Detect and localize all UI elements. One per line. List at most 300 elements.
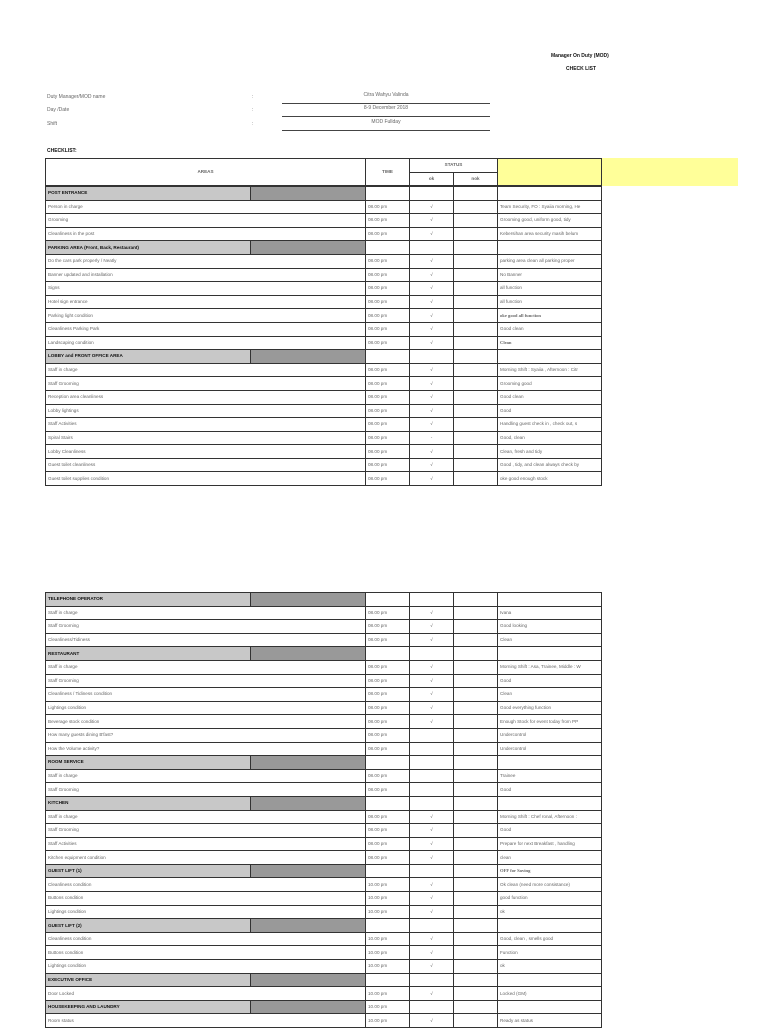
area-cell: Landscaping condition — [46, 336, 366, 350]
area-cell: Grooming — [46, 214, 366, 228]
table-row — [46, 960, 602, 974]
section-row — [46, 864, 602, 878]
time-cell: 08.00 pm — [366, 660, 410, 674]
remark-cell: Locked (GM) — [498, 987, 602, 1001]
table-row — [46, 322, 602, 336]
nok-cell — [454, 187, 498, 201]
time-cell: 08.00 pm — [366, 851, 410, 865]
nok-cell — [454, 620, 498, 634]
nok-cell — [454, 1014, 498, 1028]
remark-cell: ok — [498, 960, 602, 974]
area-cell: Room status — [46, 1014, 366, 1028]
remark-cell: Grooming good, uniform good, tidy — [498, 214, 602, 228]
time-cell: 08.00 pm — [366, 363, 410, 377]
remark-cell: clean — [498, 851, 602, 865]
time-header: TIME — [366, 159, 410, 186]
area-cell: Guest toilet cleanliness — [46, 458, 366, 472]
nok-cell — [454, 946, 498, 960]
remark-cell: Good — [498, 404, 602, 418]
area-cell: Cleanliness/Tidiness — [46, 633, 366, 647]
area-cell: Staff Grooming — [46, 824, 366, 838]
remark-cell: Clean — [498, 336, 602, 350]
ok-cell: √ — [410, 254, 454, 268]
section-row — [46, 1000, 602, 1014]
table-row — [46, 660, 602, 674]
area-cell: Parking light condition — [46, 309, 366, 323]
time-cell: 08.00 pm — [366, 824, 410, 838]
time-cell: 08.00 pm — [366, 810, 410, 824]
time-cell: 08.00 pm — [366, 214, 410, 228]
nok-cell — [454, 214, 498, 228]
table-row — [46, 282, 602, 296]
ok-cell — [410, 742, 454, 756]
table-row — [46, 227, 602, 241]
remark-cell: Good looking — [498, 620, 602, 634]
ok-cell — [410, 187, 454, 201]
ok-cell — [410, 350, 454, 364]
nok-cell — [454, 987, 498, 1001]
ok-cell: √ — [410, 620, 454, 634]
table-row — [46, 878, 602, 892]
time-cell: 08.00 pm — [366, 769, 410, 783]
ok-cell: √ — [410, 688, 454, 702]
table-row — [46, 418, 602, 432]
area-cell: Door Locked — [46, 987, 366, 1001]
ok-cell: √ — [410, 268, 454, 282]
section-grey-block — [251, 241, 366, 255]
nok-cell — [454, 892, 498, 906]
remark-cell: Morning Shift : Syaiia , Afternoon : Citr — [498, 363, 602, 377]
table-row — [46, 715, 602, 729]
remark-cell: Good clean — [498, 390, 602, 404]
nok-cell — [454, 973, 498, 987]
time-cell: 08.00 pm — [366, 404, 410, 418]
ok-cell: √ — [410, 987, 454, 1001]
date-value: 8-9 December 2018 — [282, 105, 490, 117]
area-cell: Staff Grooming — [46, 674, 366, 688]
nok-cell — [454, 864, 498, 878]
remark-cell: Prepare for next Breakfast , handling — [498, 837, 602, 851]
ok-cell: √ — [410, 946, 454, 960]
ok-cell: - — [410, 431, 454, 445]
remark-cell: Ready as status — [498, 1014, 602, 1028]
table-row — [46, 633, 602, 647]
remark-cell: Clean — [498, 633, 602, 647]
nok-cell — [454, 309, 498, 323]
section-grey-block — [251, 919, 366, 933]
table-row — [46, 295, 602, 309]
ok-cell — [410, 241, 454, 255]
time-cell: 08.00 pm — [366, 254, 410, 268]
ok-cell: √ — [410, 472, 454, 486]
area-cell: Signs — [46, 282, 366, 296]
area-cell: Lightings condition — [46, 905, 366, 919]
time-cell: 10.00 pm — [366, 932, 410, 946]
section-row — [46, 241, 602, 255]
remark-cell: Kebersihan area security masih belum — [498, 227, 602, 241]
area-cell: Cleanliness / Tidiness condition — [46, 688, 366, 702]
area-cell: Lightings condition — [46, 960, 366, 974]
time-cell: 08.00 pm — [366, 309, 410, 323]
time-cell: 10.00 pm — [366, 1000, 410, 1014]
time-cell: 10.00 pm — [366, 905, 410, 919]
time-cell: 08.00 pm — [366, 837, 410, 851]
nok-cell — [454, 593, 498, 607]
time-cell: 10.00 pm — [366, 892, 410, 906]
area-cell: Lobby Cleanliness — [46, 445, 366, 459]
ok-cell: √ — [410, 905, 454, 919]
area-cell: Buttons condition — [46, 946, 366, 960]
ok-cell: √ — [410, 458, 454, 472]
time-cell — [366, 593, 410, 607]
nok-cell — [454, 200, 498, 214]
section-title: EXECUTIVE OFFICE — [46, 973, 251, 987]
remark-cell: Undercontrol — [498, 728, 602, 742]
remark-cell: Clean — [498, 688, 602, 702]
time-cell — [366, 756, 410, 770]
table-row — [46, 892, 602, 906]
area-cell: Staff Grooming — [46, 620, 366, 634]
remark-cell — [498, 973, 602, 987]
remark-cell: Good — [498, 674, 602, 688]
colon: : — [252, 107, 254, 113]
table-row — [46, 377, 602, 391]
table-row — [46, 824, 602, 838]
remark-cell: Trainee — [498, 769, 602, 783]
section-row — [46, 187, 602, 201]
remark-cell — [498, 796, 602, 810]
time-cell: 08.00 pm — [366, 445, 410, 459]
ok-cell — [410, 783, 454, 797]
nok-cell — [454, 796, 498, 810]
table-row — [46, 390, 602, 404]
ok-cell: √ — [410, 633, 454, 647]
time-cell: 08.00 pm — [366, 227, 410, 241]
table-row — [46, 946, 602, 960]
nok-cell — [454, 363, 498, 377]
remark-cell — [498, 647, 602, 661]
nok-cell — [454, 783, 498, 797]
remark-cell — [498, 241, 602, 255]
shift-label: Shift — [47, 121, 58, 127]
time-cell — [366, 350, 410, 364]
time-cell: 08.00 pm — [366, 268, 410, 282]
remark-cell: oke good all function — [498, 309, 602, 323]
remark-cell: all function — [498, 282, 602, 296]
remark-cell — [498, 350, 602, 364]
remark-cell: Good — [498, 783, 602, 797]
nok-header: nok — [454, 172, 498, 186]
area-cell: Beverage stock condition — [46, 715, 366, 729]
remark-cell: Good, clean , smells good — [498, 932, 602, 946]
table-row — [46, 851, 602, 865]
table-row — [46, 431, 602, 445]
time-cell: 08.00 pm — [366, 458, 410, 472]
area-cell: How the Volume activity? — [46, 742, 366, 756]
ok-cell: √ — [410, 390, 454, 404]
section-title: KITCHEN — [46, 796, 251, 810]
ok-cell — [410, 796, 454, 810]
area-cell: Reception area cleanliness — [46, 390, 366, 404]
nok-cell — [454, 1000, 498, 1014]
ok-cell — [410, 647, 454, 661]
nok-cell — [454, 851, 498, 865]
ok-cell: √ — [410, 418, 454, 432]
table-row — [46, 606, 602, 620]
nok-cell — [454, 282, 498, 296]
area-cell: Guest toilet supplies condition — [46, 472, 366, 486]
nok-cell — [454, 824, 498, 838]
remark-cell: Good — [498, 824, 602, 838]
nok-cell — [454, 742, 498, 756]
area-cell: Kitchen equipment condition — [46, 851, 366, 865]
page-title: Manager On Duty (MOD) — [551, 53, 609, 59]
section-grey-block — [251, 864, 366, 878]
ok-cell: √ — [410, 824, 454, 838]
checklist-table-2 — [45, 592, 602, 1028]
table-row — [46, 810, 602, 824]
nok-cell — [454, 404, 498, 418]
table-row — [46, 905, 602, 919]
table-row — [46, 472, 602, 486]
nok-cell — [454, 606, 498, 620]
time-cell: 08.00 pm — [366, 742, 410, 756]
time-cell: 08.00 pm — [366, 728, 410, 742]
ok-cell: √ — [410, 674, 454, 688]
nok-cell — [454, 932, 498, 946]
time-cell: 08.00 pm — [366, 322, 410, 336]
time-cell: 08.00 pm — [366, 688, 410, 702]
time-cell: 10.00 pm — [366, 987, 410, 1001]
remark-cell — [498, 919, 602, 933]
ok-cell: √ — [410, 445, 454, 459]
time-cell: 08.00 pm — [366, 431, 410, 445]
nok-cell — [454, 688, 498, 702]
table-row — [46, 200, 602, 214]
checklist-table-1 — [45, 186, 602, 486]
area-cell: Cleanliness Parking Park — [46, 322, 366, 336]
nok-cell — [454, 769, 498, 783]
remark-cell: Grooming good — [498, 377, 602, 391]
ok-header: ok — [410, 172, 454, 186]
nok-cell — [454, 322, 498, 336]
area-cell: Staff in charge — [46, 606, 366, 620]
time-cell: 08.00 pm — [366, 200, 410, 214]
time-cell: 08.00 pm — [366, 282, 410, 296]
ok-cell: √ — [410, 336, 454, 350]
area-cell: Hotel sign entrance — [46, 295, 366, 309]
ok-cell: √ — [410, 322, 454, 336]
table-row — [46, 336, 602, 350]
nok-cell — [454, 674, 498, 688]
table-row — [46, 742, 602, 756]
ok-cell — [410, 864, 454, 878]
time-cell: 08.00 pm — [366, 390, 410, 404]
time-cell — [366, 973, 410, 987]
section-row — [46, 756, 602, 770]
remark-cell: Good everything function — [498, 701, 602, 715]
time-cell: 08.00 pm — [366, 377, 410, 391]
section-title: GUEST LIFT (1) — [46, 864, 251, 878]
ok-cell: √ — [410, 227, 454, 241]
table-row — [46, 837, 602, 851]
ok-cell: √ — [410, 200, 454, 214]
section-grey-block — [251, 796, 366, 810]
table-row — [46, 769, 602, 783]
section-title: RESTAURANT — [46, 647, 251, 661]
area-cell: Staff in charge — [46, 660, 366, 674]
ok-cell — [410, 593, 454, 607]
section-row — [46, 593, 602, 607]
status-header: STATUS — [410, 159, 498, 173]
table-row — [46, 309, 602, 323]
table-row — [46, 932, 602, 946]
nok-cell — [454, 472, 498, 486]
table-row — [46, 620, 602, 634]
nok-cell — [454, 756, 498, 770]
ok-cell: √ — [410, 701, 454, 715]
section-grey-block — [251, 593, 366, 607]
table-row — [46, 404, 602, 418]
area-cell: Lobby lightings — [46, 404, 366, 418]
section-grey-block — [251, 647, 366, 661]
remark-cell: oke good enough stock — [498, 472, 602, 486]
remark-cell: parking area clean all parking proper — [498, 254, 602, 268]
remark-cell: good function — [498, 892, 602, 906]
ok-cell — [410, 919, 454, 933]
remark-cell: Undercontrol — [498, 742, 602, 756]
area-cell: Do the cars park properly / Neatly — [46, 254, 366, 268]
remark-cell: Clean, fresh and tidy — [498, 445, 602, 459]
area-cell: Staff Activities — [46, 418, 366, 432]
ok-cell — [410, 1000, 454, 1014]
time-cell: 08.00 pm — [366, 472, 410, 486]
nok-cell — [454, 878, 498, 892]
page-subtitle: CHECK LIST — [566, 66, 596, 72]
nok-cell — [454, 390, 498, 404]
time-cell — [366, 647, 410, 661]
table-row — [46, 254, 602, 268]
nok-cell — [454, 336, 498, 350]
area-cell: Buttons condition — [46, 892, 366, 906]
remark-cell: Team Security, FO : Syaiia morning, He — [498, 200, 602, 214]
table-row — [46, 674, 602, 688]
nok-cell — [454, 268, 498, 282]
area-cell: Cleanliness condition — [46, 878, 366, 892]
area-cell: Person in charge — [46, 200, 366, 214]
ok-cell: √ — [410, 960, 454, 974]
time-cell: 08.00 pm — [366, 418, 410, 432]
time-cell: 08.00 pm — [366, 674, 410, 688]
area-cell: Lightings condition — [46, 701, 366, 715]
remark-cell: Function — [498, 946, 602, 960]
remark-cell: Ok clean (need more consistance) — [498, 878, 602, 892]
nok-cell — [454, 254, 498, 268]
nok-cell — [454, 647, 498, 661]
section-title: HOUSEKEEPING AND LAUNDRY — [46, 1000, 251, 1014]
section-row — [46, 796, 602, 810]
nok-cell — [454, 837, 498, 851]
remark-cell — [498, 1000, 602, 1014]
table-row — [46, 214, 602, 228]
table-row — [46, 458, 602, 472]
remark-cell — [498, 756, 602, 770]
ok-cell: √ — [410, 282, 454, 296]
nok-cell — [454, 227, 498, 241]
shift-value: MOD Fullday — [282, 119, 490, 131]
time-cell: 08.00 pm — [366, 295, 410, 309]
ok-cell — [410, 973, 454, 987]
table-row — [46, 728, 602, 742]
manager-value: Citra Wahyu Valinda — [282, 92, 490, 104]
time-cell: 08.00 pm — [366, 620, 410, 634]
time-cell: 10.00 pm — [366, 946, 410, 960]
ok-cell: √ — [410, 309, 454, 323]
ok-cell: √ — [410, 404, 454, 418]
section-title: PARKING AREA (Front, Back, Restaurant) — [46, 241, 251, 255]
nok-cell — [454, 418, 498, 432]
areas-header: AREAS — [46, 159, 366, 186]
checklist-label: CHECKLIST: — [47, 148, 77, 154]
time-cell: 08.00 pm — [366, 715, 410, 729]
ok-cell: √ — [410, 851, 454, 865]
remark-cell: No Banner — [498, 268, 602, 282]
nok-cell — [454, 810, 498, 824]
remark-cell: Handling guest check in , check out, s — [498, 418, 602, 432]
section-row — [46, 973, 602, 987]
remark-cell: Good , tidy, and clean always check by — [498, 458, 602, 472]
remark-cell — [498, 187, 602, 201]
table-row — [46, 688, 602, 702]
ok-cell — [410, 769, 454, 783]
ok-cell: √ — [410, 810, 454, 824]
checklist-header — [45, 158, 602, 186]
area-cell: Staff Activities — [46, 837, 366, 851]
section-title: GUEST LIFT (2) — [46, 919, 251, 933]
table-row — [46, 783, 602, 797]
time-cell: 08.00 pm — [366, 336, 410, 350]
nok-cell — [454, 350, 498, 364]
remark-cell: Good, clean — [498, 431, 602, 445]
ok-cell — [410, 756, 454, 770]
ok-cell: √ — [410, 363, 454, 377]
ok-cell: √ — [410, 837, 454, 851]
section-grey-block — [251, 350, 366, 364]
colon: : — [252, 94, 254, 100]
time-cell: 08.00 pm — [366, 606, 410, 620]
nok-cell — [454, 377, 498, 391]
remarks-header — [498, 159, 602, 186]
section-grey-block — [251, 973, 366, 987]
section-title: POST ENTRANCE — [46, 187, 251, 201]
remark-cell: Morning Shift : Chef ronal, Afternoon : — [498, 810, 602, 824]
remark-cell: Good clean — [498, 322, 602, 336]
ok-cell: √ — [410, 295, 454, 309]
area-cell: Staff Grooming — [46, 783, 366, 797]
time-cell: 10.00 pm — [366, 1014, 410, 1028]
ok-cell: √ — [410, 660, 454, 674]
remark-cell: all function — [498, 295, 602, 309]
date-label: Day /Date — [47, 107, 70, 113]
section-title: TELEPHONE OPERATOR — [46, 593, 251, 607]
nok-cell — [454, 633, 498, 647]
ok-cell: √ — [410, 606, 454, 620]
nok-cell — [454, 660, 498, 674]
nok-cell — [454, 715, 498, 729]
table-row — [46, 987, 602, 1001]
colon: : — [252, 121, 254, 127]
ok-cell: √ — [410, 377, 454, 391]
